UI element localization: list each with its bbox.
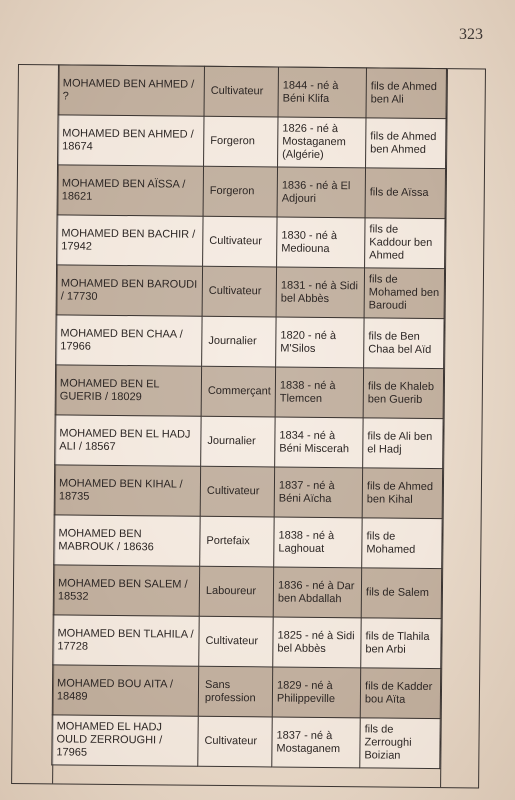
birth-cell: 1830 - né à Mediouna: [277, 217, 365, 268]
name-cell: MOHAMED BEN EL GUERIB / 18029: [55, 365, 201, 416]
father-cell: fils de Mohamed: [362, 518, 442, 569]
table-row: [56, 265, 444, 319]
birth-cell: 1844 - né à Béni Klifa: [278, 67, 366, 118]
name-cell: MOHAMED BEN BAROUDI / 17730: [56, 265, 202, 316]
name-cell: MOHAMED BEN AHMED / ?: [58, 65, 204, 116]
name-cell: MOHAMED BOU AITA / 18489: [52, 665, 198, 716]
table-row: [55, 415, 443, 469]
name-cell: MOHAMED BEN TLAHILA / 17728: [53, 615, 199, 666]
birth-cell: 1836 - né à El Adjouri: [277, 167, 365, 218]
father-cell: fils de Ben Chaa bel Aïd: [364, 318, 444, 369]
table-row: [53, 565, 441, 619]
profession-cell: Laboureur: [199, 566, 273, 617]
name-cell: MOHAMED EL HADJ OULD ZERROUGHI / 17965: [52, 715, 198, 766]
father-cell: fils de Ahmed ben Kihal: [362, 468, 442, 519]
profession-cell: Forgeron: [203, 166, 277, 217]
father-cell: fils de Mohamed ben Baroudi: [364, 268, 444, 319]
father-cell: fils de Zerroughi Boizian: [360, 718, 440, 769]
profession-cell: Cultivateur: [203, 216, 277, 267]
father-cell: fils de Khaleb ben Guerib: [363, 368, 443, 419]
table-row: [53, 615, 441, 669]
table-row: [52, 715, 440, 769]
birth-cell: 1820 - né à M'Silos: [276, 317, 364, 368]
birth-cell: 1834 - né à Béni Miscerah: [275, 417, 363, 468]
name-cell: MOHAMED BEN BACHIR / 17942: [57, 215, 203, 266]
birth-cell: 1825 - né à Sidi bel Abbès: [273, 617, 361, 668]
table-row: [54, 465, 442, 519]
register-entries: [51, 64, 447, 769]
table-row: [54, 515, 442, 569]
birth-cell: 1836 - né à Dar ben Abdallah: [273, 567, 361, 618]
table-row: [52, 665, 440, 719]
profession-cell: Journalier: [201, 416, 275, 467]
profession-cell: Sans profession: [198, 666, 272, 717]
table-row: [58, 65, 446, 119]
table-row: [57, 215, 445, 269]
father-cell: fils de Ali ben el Hadj: [363, 418, 443, 469]
birth-cell: 1837 - né à Mostaganem: [272, 717, 360, 768]
profession-cell: Forgeron: [204, 116, 278, 167]
register-table: [18, 64, 486, 762]
profession-cell: Cultivateur: [204, 66, 278, 117]
name-cell: MOHAMED BEN SALEM / 18532: [53, 565, 199, 616]
table-row: [58, 115, 446, 169]
father-cell: fils de Kadder bou Aïta: [360, 668, 440, 719]
father-cell: fils de Kaddour ben Ahmed: [365, 218, 445, 269]
profession-cell: Portefaix: [200, 516, 274, 567]
birth-cell: 1838 - né à Tlemcen: [275, 367, 363, 418]
page-number: 323: [459, 26, 483, 43]
birth-cell: 1838 - né à Laghouat: [274, 517, 362, 568]
birth-cell: 1829 - né à Philippeville: [272, 667, 360, 718]
table-row: [55, 365, 443, 419]
birth-cell: 1837 - né à Béni Aïcha: [274, 467, 362, 518]
name-cell: MOHAMED BEN MABROUK / 18636: [54, 515, 200, 566]
profession-cell: Commerçant: [201, 366, 275, 417]
name-cell: MOHAMED BEN EL HADJ ALI / 18567: [55, 415, 201, 466]
birth-cell: 1826 - né à Mostaganem (Algérie): [278, 117, 366, 168]
profession-cell: Cultivateur: [198, 716, 272, 767]
profession-cell: Journalier: [202, 316, 276, 367]
father-cell: fils de Ahmed ben Ali: [366, 68, 446, 119]
father-cell: fils de Tlahila ben Arbi: [361, 618, 441, 669]
father-cell: fils de Ahmed ben Ahmed: [366, 118, 446, 169]
name-cell: MOHAMED BEN CHAA / 17966: [56, 315, 202, 366]
profession-cell: Cultivateur: [199, 616, 273, 667]
name-cell: MOHAMED BEN KIHAL / 18735: [54, 465, 200, 516]
table-row: [56, 315, 444, 369]
table-row: [57, 165, 445, 219]
father-cell: fils de Salem: [361, 568, 441, 619]
profession-cell: Cultivateur: [200, 466, 274, 517]
name-cell: MOHAMED BEN AÏSSA / 18621: [57, 165, 203, 216]
profession-cell: Cultivateur: [202, 266, 276, 317]
birth-cell: 1831 - né à Sidi bel Abbès: [276, 267, 364, 318]
father-cell: fils de Aïssa: [365, 168, 445, 219]
name-cell: MOHAMED BEN AHMED / 18674: [58, 115, 204, 166]
